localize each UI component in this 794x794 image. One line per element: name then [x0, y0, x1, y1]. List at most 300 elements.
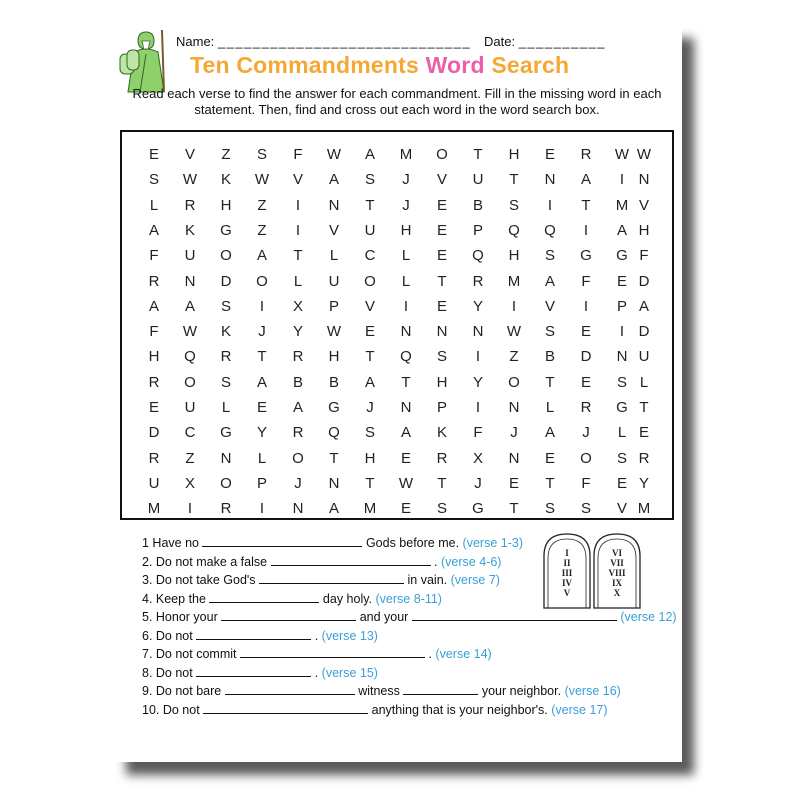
grid-letter[interactable]: V: [616, 500, 627, 518]
grid-letter[interactable]: E: [508, 474, 519, 492]
answer-blank[interactable]: [196, 629, 311, 640]
grid-letter[interactable]: E: [638, 424, 649, 442]
grid-letter[interactable]: R: [472, 272, 484, 290]
grid-letter[interactable]: S: [436, 348, 447, 366]
tablet-numeral: VIII: [608, 568, 626, 578]
grid-letter[interactable]: A: [184, 297, 195, 315]
grid-letter[interactable]: E: [616, 474, 627, 492]
question-prefix: 9. Do not bare: [142, 684, 222, 698]
grid-letter[interactable]: I: [511, 297, 517, 315]
question-prefix: 4. Keep the: [142, 591, 206, 606]
grid-letter[interactable]: N: [472, 323, 484, 341]
tablet-numeral: VII: [610, 558, 624, 568]
grid-letter[interactable]: Z: [185, 449, 195, 467]
grid-letter[interactable]: S: [508, 196, 519, 214]
question-prefix: 1 Have no: [142, 536, 199, 550]
grid-letter[interactable]: I: [475, 348, 481, 366]
verse-reference: (verse 15): [321, 665, 378, 680]
grid-letter[interactable]: U: [184, 247, 196, 265]
grid-letter[interactable]: F: [293, 146, 303, 163]
grid-letter[interactable]: R: [148, 449, 160, 467]
grid-letter[interactable]: T: [365, 348, 375, 366]
grid-letter[interactable]: Q: [508, 221, 520, 239]
grid-letter[interactable]: R: [580, 399, 592, 416]
grid-letter[interactable]: S: [544, 323, 555, 341]
grid-letter[interactable]: O: [220, 247, 232, 265]
title-part-2: Word: [425, 52, 485, 78]
grid-letter[interactable]: E: [256, 399, 267, 416]
question-middle: witness: [358, 684, 400, 698]
grid-letter[interactable]: N: [436, 323, 448, 341]
grid-letter[interactable]: Z: [221, 146, 231, 163]
grid-letter[interactable]: U: [364, 221, 376, 239]
answer-blank[interactable]: [203, 703, 368, 714]
tablet-numeral: IV: [561, 578, 573, 588]
grid-letter[interactable]: N: [184, 272, 196, 290]
title-part-1: Ten Commandments: [190, 52, 419, 78]
verse-reference: (verse 7): [450, 573, 500, 587]
answer-blank[interactable]: [221, 610, 356, 621]
grid-letter[interactable]: O: [436, 146, 448, 163]
grid-letter[interactable]: A: [148, 221, 159, 239]
grid-letter[interactable]: U: [184, 399, 196, 416]
grid-letter[interactable]: S: [436, 500, 447, 518]
grid-letter[interactable]: Y: [638, 474, 649, 492]
date-field[interactable]: [484, 34, 606, 49]
grid-letter[interactable]: Z: [257, 196, 267, 214]
answer-blank[interactable]: [202, 536, 362, 547]
question-5: [142, 610, 677, 624]
grid-letter[interactable]: F: [149, 247, 159, 265]
grid-letter[interactable]: E: [544, 146, 555, 163]
grid-letter[interactable]: H: [400, 221, 412, 239]
grid-letter[interactable]: J: [582, 424, 590, 442]
question-prefix: 3. Do not take God's: [142, 573, 256, 587]
grid-letter[interactable]: X: [472, 449, 483, 467]
verse-reference: (verse 16): [564, 684, 621, 698]
grid-letter[interactable]: A: [364, 373, 375, 391]
grid-letter[interactable]: M: [615, 196, 629, 214]
grid-letter[interactable]: P: [472, 221, 483, 239]
grid-letter[interactable]: R: [436, 449, 448, 467]
grid-letter[interactable]: M: [507, 272, 521, 290]
grid-letter[interactable]: V: [638, 196, 649, 214]
verse-reference: (verse 4-6): [441, 554, 502, 569]
grid-letter[interactable]: D: [638, 272, 650, 290]
grid-letter[interactable]: E: [436, 196, 447, 214]
grid-letter[interactable]: A: [400, 424, 411, 442]
grid-letter[interactable]: R: [638, 449, 650, 467]
grid-letter[interactable]: S: [544, 500, 555, 518]
grid-letter[interactable]: R: [220, 500, 232, 518]
grid-letter[interactable]: T: [437, 474, 447, 492]
grid-letter[interactable]: E: [436, 247, 447, 265]
grid-letter[interactable]: T: [257, 348, 267, 366]
grid-letter[interactable]: Y: [256, 424, 267, 442]
verse-reference: (verse 8-11): [375, 591, 442, 606]
grid-letter[interactable]: I: [259, 297, 265, 315]
grid-letter[interactable]: O: [256, 272, 268, 290]
grid-letter[interactable]: G: [220, 424, 232, 442]
grid-letter[interactable]: L: [545, 399, 555, 416]
grid-letter[interactable]: J: [294, 474, 302, 492]
grid-letter[interactable]: S: [364, 171, 375, 189]
grid-letter[interactable]: M: [399, 146, 413, 163]
grid-letter[interactable]: M: [147, 500, 161, 518]
grid-letter[interactable]: W: [326, 146, 342, 163]
grid-letter[interactable]: F: [581, 272, 591, 290]
grid-letter[interactable]: U: [472, 171, 484, 189]
answer-blank-2[interactable]: [412, 610, 617, 621]
answer-blank[interactable]: [225, 684, 355, 695]
grid-letter[interactable]: S: [148, 171, 159, 189]
grid-letter[interactable]: H: [508, 146, 520, 163]
grid-letter[interactable]: A: [544, 424, 555, 442]
grid-letter[interactable]: N: [544, 171, 556, 189]
grid-letter[interactable]: T: [545, 373, 555, 391]
question-10: [142, 703, 608, 717]
grid-letter[interactable]: A: [148, 297, 159, 315]
word-search-box: [120, 130, 674, 520]
grid-letter[interactable]: N: [328, 474, 340, 492]
grid-letter[interactable]: E: [400, 449, 411, 467]
grid-letter[interactable]: I: [295, 196, 301, 214]
instructions: Read each verse to find the answer for each commandment. Fill in the missing word in each statement. Then, find and cross out each word in the word search box.: [132, 86, 662, 117]
answer-blank[interactable]: [196, 666, 311, 677]
question-2: [142, 555, 501, 569]
grid-letter[interactable]: O: [508, 373, 520, 391]
grid-letter[interactable]: S: [256, 146, 267, 163]
question-suffix: anything that is your neighbor's.: [371, 702, 548, 717]
grid-letter[interactable]: Y: [472, 373, 483, 391]
grid-letter[interactable]: P: [616, 297, 627, 315]
stone-tablets-icon: [540, 530, 646, 610]
answer-blank[interactable]: [259, 573, 404, 584]
grid-letter[interactable]: L: [639, 373, 649, 391]
grid-letter[interactable]: I: [403, 297, 409, 315]
grid-letter[interactable]: S: [364, 424, 375, 442]
grid-letter[interactable]: W: [182, 323, 198, 341]
tablet-numeral: V: [563, 588, 571, 598]
grid-letter[interactable]: O: [292, 449, 304, 467]
grid-letter[interactable]: W: [254, 171, 270, 189]
question-prefix: 10. Do not: [142, 702, 200, 717]
grid-letter[interactable]: P: [328, 297, 339, 315]
grid-letter[interactable]: K: [220, 171, 231, 189]
grid-letter[interactable]: N: [508, 399, 520, 416]
grid-letter[interactable]: L: [401, 272, 411, 290]
grid-letter[interactable]: L: [221, 399, 231, 416]
grid-letter[interactable]: Q: [472, 247, 484, 265]
grid-letter[interactable]: I: [583, 297, 589, 315]
grid-letter[interactable]: D: [148, 424, 160, 442]
grid-letter[interactable]: P: [256, 474, 267, 492]
grid-letter[interactable]: A: [292, 399, 303, 416]
verse-reference: (verse 14): [435, 647, 492, 661]
grid-letter[interactable]: N: [508, 449, 520, 467]
grid-letter[interactable]: Q: [328, 424, 340, 442]
grid-letter[interactable]: G: [616, 399, 628, 416]
grid-letter[interactable]: R: [580, 146, 592, 163]
grid-letter[interactable]: H: [638, 221, 650, 239]
grid-letter[interactable]: A: [580, 171, 591, 189]
grid-letter[interactable]: V: [292, 171, 303, 189]
grid-letter[interactable]: A: [256, 247, 267, 265]
question-middle: and your: [359, 610, 409, 624]
grid-letter[interactable]: I: [295, 221, 301, 239]
question-suffix: .: [434, 554, 438, 569]
grid-letter[interactable]: Q: [184, 348, 196, 366]
grid-letter[interactable]: F: [581, 474, 591, 492]
grid-letter[interactable]: H: [328, 348, 340, 366]
grid-letter[interactable]: Z: [509, 348, 519, 366]
question-suffix: .: [428, 647, 432, 661]
grid-letter[interactable]: A: [544, 272, 555, 290]
grid-letter[interactable]: T: [509, 171, 519, 189]
grid-letter[interactable]: W: [506, 323, 522, 341]
question-suffix: .: [314, 628, 319, 643]
grid-letter[interactable]: D: [220, 272, 232, 290]
grid-letter[interactable]: T: [639, 399, 649, 416]
grid-letter[interactable]: C: [364, 247, 376, 265]
grid-letter[interactable]: T: [581, 196, 591, 214]
question-prefix: 2. Do not make a false: [142, 554, 268, 569]
verse-reference: (verse 12): [620, 610, 677, 624]
grid-letter[interactable]: R: [184, 196, 196, 214]
tablet-numeral: X: [613, 588, 621, 598]
grid-letter[interactable]: W: [326, 323, 342, 341]
grid-letter[interactable]: T: [545, 474, 555, 492]
grid-letter[interactable]: E: [580, 373, 591, 391]
grid-letter[interactable]: U: [148, 474, 160, 492]
grid-letter[interactable]: B: [472, 196, 483, 214]
grid-letter[interactable]: J: [258, 323, 266, 341]
grid-letter[interactable]: P: [436, 399, 447, 416]
grid-letter[interactable]: H: [220, 196, 232, 214]
grid-letter[interactable]: J: [510, 424, 518, 442]
grid-letter[interactable]: E: [580, 323, 591, 341]
grid-letter[interactable]: N: [638, 171, 650, 189]
grid-letter[interactable]: N: [400, 399, 412, 416]
question-suffix: in vain.: [407, 573, 448, 587]
verse-reference: (verse 13): [321, 628, 378, 643]
grid-letter[interactable]: S: [616, 449, 627, 467]
grid-letter[interactable]: B: [292, 373, 303, 391]
grid-letter[interactable]: I: [547, 196, 553, 214]
worksheet: [112, 22, 682, 762]
answer-blank[interactable]: [271, 555, 431, 566]
grid-letter[interactable]: K: [184, 221, 195, 239]
grid-letter[interactable]: T: [401, 373, 411, 391]
grid-letter[interactable]: L: [401, 247, 411, 265]
grid-letter[interactable]: R: [292, 348, 304, 366]
grid-letter[interactable]: T: [437, 272, 447, 290]
answer-blank-2[interactable]: [403, 684, 478, 695]
question-9: [142, 684, 621, 698]
grid-letter[interactable]: J: [402, 171, 410, 189]
verse-reference: (verse 1-3): [462, 536, 523, 550]
answer-blank[interactable]: [240, 647, 425, 658]
grid-letter[interactable]: S: [220, 297, 231, 315]
question-suffix: day holy.: [322, 591, 373, 606]
grid-letter[interactable]: V: [364, 297, 375, 315]
grid-letter[interactable]: V: [328, 221, 339, 239]
grid-letter[interactable]: E: [400, 500, 411, 518]
name-label: Name:: [176, 34, 215, 49]
grid-letter[interactable]: R: [148, 272, 160, 290]
grid-letter[interactable]: R: [292, 424, 304, 442]
grid-letter[interactable]: X: [292, 297, 303, 315]
question-6: [142, 629, 378, 643]
grid-letter[interactable]: A: [616, 221, 627, 239]
grid-letter[interactable]: S: [220, 373, 231, 391]
grid-letter[interactable]: E: [148, 146, 159, 163]
grid-letter[interactable]: T: [509, 500, 519, 518]
name-line: _____________________________: [217, 34, 472, 49]
grid-letter[interactable]: U: [638, 348, 650, 366]
grid-letter[interactable]: F: [639, 247, 649, 265]
grid-letter[interactable]: G: [328, 399, 340, 416]
grid-letter[interactable]: E: [616, 272, 627, 290]
grid-letter[interactable]: Y: [472, 297, 483, 315]
grid-letter[interactable]: X: [184, 474, 195, 492]
grid-letter[interactable]: N: [328, 196, 340, 214]
grid-letter[interactable]: E: [148, 399, 159, 416]
question-1: [142, 536, 523, 550]
tablet-numeral: VI: [611, 548, 623, 558]
grid-letter[interactable]: Y: [292, 323, 303, 341]
grid-letter[interactable]: H: [148, 348, 160, 366]
date-label: Date:: [484, 34, 516, 49]
verse-reference: (verse 17): [551, 702, 608, 717]
grid-letter[interactable]: N: [220, 449, 232, 467]
tablet-numeral: IX: [611, 578, 623, 588]
grid-letter[interactable]: W: [182, 171, 198, 189]
grid-letter[interactable]: G: [616, 247, 628, 265]
grid-letter[interactable]: V: [436, 171, 447, 189]
tablet-numeral: I: [565, 548, 569, 558]
grid-letter[interactable]: I: [187, 500, 193, 518]
grid-letter[interactable]: T: [365, 196, 375, 214]
grid-letter[interactable]: S: [580, 500, 591, 518]
grid-letter[interactable]: I: [259, 500, 265, 518]
title-part-3: Search: [491, 52, 570, 78]
grid-letter[interactable]: V: [544, 297, 555, 315]
grid-letter[interactable]: A: [328, 171, 339, 189]
name-field[interactable]: [176, 34, 471, 49]
grid-letter[interactable]: T: [365, 474, 375, 492]
grid-letter[interactable]: S: [544, 247, 555, 265]
grid-letter[interactable]: W: [614, 146, 630, 163]
grid-letter[interactable]: L: [329, 247, 339, 265]
grid-letter[interactable]: J: [366, 399, 374, 416]
grid-letter[interactable]: I: [619, 171, 625, 189]
grid-letter[interactable]: K: [220, 323, 231, 341]
grid-letter[interactable]: T: [329, 449, 339, 467]
grid-letter[interactable]: O: [580, 449, 592, 467]
grid-letter[interactable]: W: [636, 146, 652, 163]
grid-letter[interactable]: R: [148, 373, 160, 391]
grid-letter[interactable]: L: [257, 449, 267, 467]
grid-letter[interactable]: T: [293, 247, 303, 265]
question-suffix: .: [314, 665, 319, 680]
grid-letter[interactable]: Q: [400, 348, 412, 366]
grid-letter[interactable]: E: [436, 221, 447, 239]
question-7: [142, 647, 492, 661]
grid-letter[interactable]: D: [638, 323, 650, 341]
grid-letter[interactable]: I: [583, 221, 589, 239]
answer-blank[interactable]: [209, 592, 319, 603]
grid-letter[interactable]: G: [220, 221, 232, 239]
grid-letter[interactable]: Z: [257, 221, 267, 239]
grid-letter[interactable]: J: [474, 474, 482, 492]
grid-letter[interactable]: A: [328, 500, 339, 518]
grid-letter[interactable]: A: [256, 373, 267, 391]
grid-letter[interactable]: H: [436, 373, 448, 391]
grid-letter[interactable]: I: [619, 323, 625, 341]
grid-letter[interactable]: H: [364, 449, 376, 467]
question-prefix: 7. Do not commit: [142, 647, 237, 661]
grid-letter[interactable]: B: [328, 373, 339, 391]
date-line: __________: [518, 34, 607, 49]
grid-letter[interactable]: O: [184, 373, 196, 391]
grid-letter[interactable]: L: [149, 196, 159, 214]
question-3: [142, 573, 500, 587]
grid-letter[interactable]: F: [473, 424, 483, 442]
grid-letter[interactable]: F: [149, 323, 159, 341]
grid-letter[interactable]: I: [475, 399, 481, 416]
grid-letter[interactable]: A: [364, 146, 375, 163]
grid-letter[interactable]: V: [184, 146, 195, 163]
grid-letter[interactable]: N: [400, 323, 412, 341]
grid-letter[interactable]: L: [617, 424, 627, 442]
grid-letter[interactable]: O: [364, 272, 376, 290]
question-suffix: Gods before me.: [365, 536, 460, 550]
page-title: [190, 52, 569, 79]
grid-letter[interactable]: H: [508, 247, 520, 265]
question-4: [142, 592, 442, 606]
question-prefix: 5. Honor your: [142, 610, 218, 624]
question-prefix: 8. Do not: [142, 665, 193, 680]
grid-letter[interactable]: N: [616, 348, 628, 366]
grid-letter[interactable]: E: [436, 297, 447, 315]
grid-letter[interactable]: L: [293, 272, 303, 290]
grid-letter[interactable]: C: [184, 424, 196, 442]
grid-letter[interactable]: S: [616, 373, 627, 391]
grid-letter[interactable]: G: [580, 247, 592, 265]
grid-letter[interactable]: G: [472, 500, 484, 518]
grid-letter[interactable]: U: [328, 272, 340, 290]
grid-letter[interactable]: D: [580, 348, 592, 366]
question-suffix: your neighbor.: [481, 684, 562, 698]
question-prefix: 6. Do not: [142, 628, 193, 643]
grid-letter[interactable]: N: [292, 500, 304, 518]
grid-letter[interactable]: K: [436, 424, 447, 442]
grid-letter[interactable]: J: [402, 196, 410, 214]
grid-letter[interactable]: O: [220, 474, 232, 492]
grid-letter[interactable]: W: [398, 474, 414, 492]
grid-letter[interactable]: R: [220, 348, 232, 366]
grid-letter[interactable]: M: [637, 500, 651, 518]
grid-letter[interactable]: A: [638, 297, 649, 315]
grid-letter[interactable]: B: [544, 348, 555, 366]
moses-holding-tablets-icon: [116, 24, 174, 94]
grid-letter[interactable]: Q: [544, 221, 556, 239]
grid-letter[interactable]: E: [544, 449, 555, 467]
grid-letter[interactable]: T: [473, 146, 483, 163]
grid-letter[interactable]: E: [364, 323, 375, 341]
grid-letter[interactable]: M: [363, 500, 377, 518]
